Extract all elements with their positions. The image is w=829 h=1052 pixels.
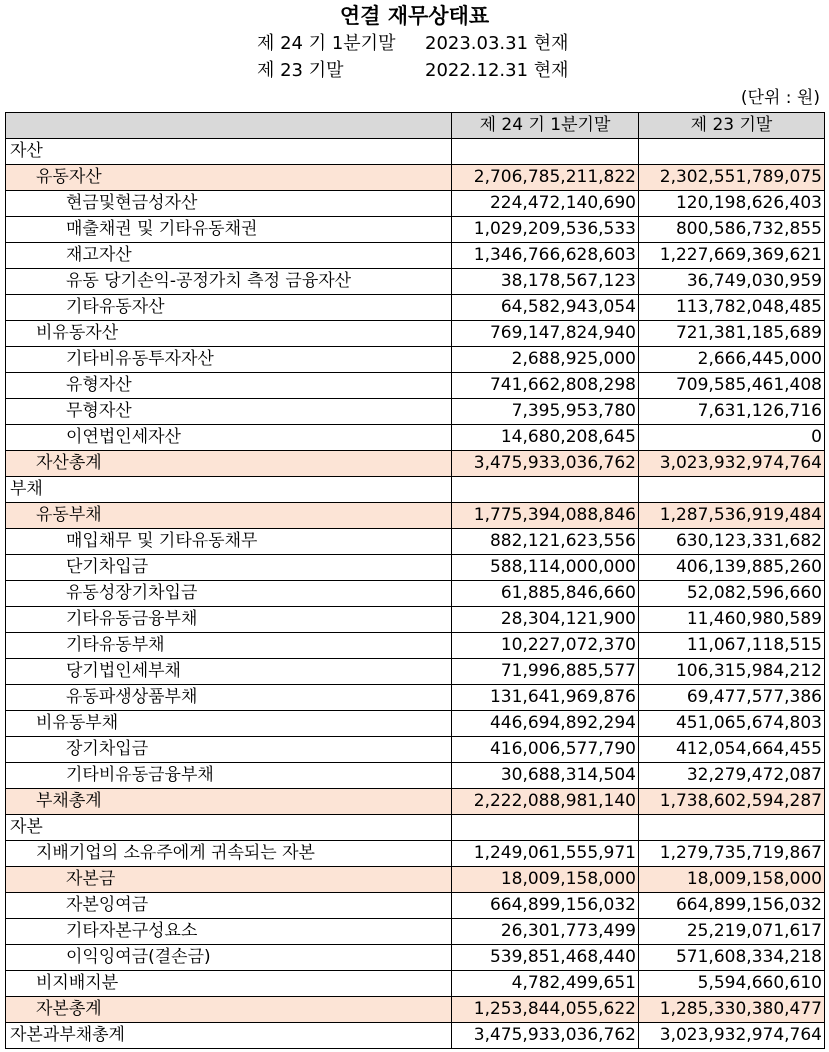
prior-period-amount: 3,023,932,974,764 [639,1023,825,1049]
current-period-amount: 28,304,121,900 [452,607,639,633]
table-row [6,711,825,737]
account-name: 유동성장기차입금 [6,581,452,607]
table-row [6,659,825,685]
account-name: 자본총계 [6,997,452,1023]
prior-period-amount: 0 [639,425,825,451]
prior-period-amount: 630,123,331,682 [639,529,825,555]
prior-period-amount: 1,738,602,594,287 [639,789,825,815]
prior-period-amount: 571,608,334,218 [639,945,825,971]
prior-period-amount: 69,477,577,386 [639,685,825,711]
table-row [6,347,825,373]
current-period-amount: 64,582,943,054 [452,295,639,321]
table-row [6,971,825,997]
account-name: 무형자산 [6,399,452,425]
table-row [6,529,825,555]
account-name: 비유동부채 [6,711,452,737]
prior-period-amount: 709,585,461,408 [639,373,825,399]
account-name: 기타유동금융부채 [6,607,452,633]
account-name: 매입채무 및 기타유동채무 [6,529,452,555]
table-row [6,607,825,633]
prior-period-amount: 106,315,984,212 [639,659,825,685]
account-name: 부채 [6,477,452,503]
account-name: 유동파생상품부채 [6,685,452,711]
prior-period-amount [639,139,825,165]
table-row [6,295,825,321]
prior-period-amount: 664,899,156,032 [639,893,825,919]
account-name: 비유동자산 [6,321,452,347]
current-period-amount: 1,775,394,088,846 [452,503,639,529]
prior-period-label: 제 23 기말 [257,60,344,81]
current-period-amount: 769,147,824,940 [452,321,639,347]
prior-period-date: 2022.12.31 현재 [425,60,569,81]
prior-period-amount: 36,749,030,959 [639,269,825,295]
table-row [6,503,825,529]
table-row [6,165,825,191]
table-header-row [6,113,825,139]
current-period-amount: 61,885,846,660 [452,581,639,607]
table-row [6,945,825,971]
account-name: 자산 [6,139,452,165]
current-period-label: 제 24 기 1분기말 [257,33,396,54]
table-row [6,555,825,581]
prior-period-amount: 406,139,885,260 [639,555,825,581]
prior-period-amount: 52,082,596,660 [639,581,825,607]
prior-period-amount: 5,594,660,610 [639,971,825,997]
current-period-amount: 224,472,140,690 [452,191,639,217]
prior-period-amount: 1,279,735,719,867 [639,841,825,867]
table-row [6,581,825,607]
current-period-amount: 1,029,209,536,533 [452,217,639,243]
current-period-amount: 71,996,885,577 [452,659,639,685]
table-row [6,191,825,217]
account-name: 자본 [6,815,452,841]
current-period-amount [452,139,639,165]
table-row [6,841,825,867]
current-period-amount: 38,178,567,123 [452,269,639,295]
prior-period-amount: 451,065,674,803 [639,711,825,737]
prior-period-amount: 2,666,445,000 [639,347,825,373]
account-name: 부채총계 [6,789,452,815]
table-row [6,399,825,425]
table-row [6,893,825,919]
prior-period-amount: 11,460,980,589 [639,607,825,633]
prior-period-amount: 3,023,932,974,764 [639,451,825,477]
header-current-period: 제 24 기 1분기말 [452,113,639,139]
prior-period-amount: 721,381,185,689 [639,321,825,347]
prior-period-amount: 18,009,158,000 [639,867,825,893]
account-name: 비지배지분 [6,971,452,997]
current-period-amount: 3,475,933,036,762 [452,1023,639,1049]
prior-period-amount [639,477,825,503]
account-name: 자산총계 [6,451,452,477]
header-account [6,113,452,139]
current-period-amount: 4,782,499,651 [452,971,639,997]
current-period-date: 2023.03.31 현재 [425,33,569,54]
current-period-amount: 539,851,468,440 [452,945,639,971]
table-row [6,1023,825,1049]
prior-period-amount: 1,227,669,369,621 [639,243,825,269]
current-period-amount: 2,688,925,000 [452,347,639,373]
account-name: 단기차입금 [6,555,452,581]
table-row [6,633,825,659]
prior-period-amount: 11,067,118,515 [639,633,825,659]
table-row [6,477,825,503]
account-name: 당기법인세부채 [6,659,452,685]
table-row [6,867,825,893]
prior-period-amount: 800,586,732,855 [639,217,825,243]
current-period-amount: 10,227,072,370 [452,633,639,659]
table-row [6,763,825,789]
current-period-amount: 1,249,061,555,971 [452,841,639,867]
table-row [6,269,825,295]
current-period-amount: 2,222,088,981,140 [452,789,639,815]
account-name: 현금및현금성자산 [6,191,452,217]
prior-period-amount: 7,631,126,716 [639,399,825,425]
current-period-amount: 18,009,158,000 [452,867,639,893]
current-period-amount: 131,641,969,876 [452,685,639,711]
account-name: 유동자산 [6,165,452,191]
prior-period-amount: 1,287,536,919,484 [639,503,825,529]
account-name: 자본과부채총계 [6,1023,452,1049]
current-period-amount: 26,301,773,499 [452,919,639,945]
prior-period-amount: 25,219,071,617 [639,919,825,945]
current-period-amount: 664,899,156,032 [452,893,639,919]
account-name: 유동 당기손익-공정가치 측정 금융자산 [6,269,452,295]
current-period-amount: 882,121,623,556 [452,529,639,555]
current-period-amount: 588,114,000,000 [452,555,639,581]
table-row [6,789,825,815]
current-period-amount: 416,006,577,790 [452,737,639,763]
balance-sheet-table [5,112,825,1049]
account-name: 기타비유동투자자산 [6,347,452,373]
account-name: 기타자본구성요소 [6,919,452,945]
table-row [6,737,825,763]
account-name: 이익잉여금(결손금) [6,945,452,971]
table-row [6,139,825,165]
table-row [6,425,825,451]
prior-period-amount: 32,279,472,087 [639,763,825,789]
current-period-amount: 2,706,785,211,822 [452,165,639,191]
current-period-amount: 1,346,766,628,603 [452,243,639,269]
account-name: 자본잉여금 [6,893,452,919]
table-row [6,815,825,841]
current-period-amount: 3,475,933,036,762 [452,451,639,477]
table-body [6,139,825,1049]
document-title: 연결 재무상태표 [339,4,490,28]
current-period-amount: 446,694,892,294 [452,711,639,737]
account-name: 지배기업의 소유주에게 귀속되는 자본 [6,841,452,867]
account-name: 기타유동부채 [6,633,452,659]
current-period-amount: 7,395,953,780 [452,399,639,425]
account-name: 유형자산 [6,373,452,399]
prior-period-amount: 1,285,330,380,477 [639,997,825,1023]
table-row [6,997,825,1023]
current-period-amount [452,477,639,503]
table-row [6,451,825,477]
table-row [6,243,825,269]
current-period-amount [452,815,639,841]
prior-period-amount: 2,302,551,789,075 [639,165,825,191]
current-period-amount: 30,688,314,504 [452,763,639,789]
account-name: 기타비유동금융부채 [6,763,452,789]
table-row [6,685,825,711]
account-name: 장기차입금 [6,737,452,763]
account-name: 기타유동자산 [6,295,452,321]
header-prior-period: 제 23 기말 [639,113,825,139]
table-row [6,321,825,347]
unit-label: (단위 : 원) [740,88,820,108]
account-name: 이연법인세자산 [6,425,452,451]
account-name: 유동부채 [6,503,452,529]
prior-period-amount [639,815,825,841]
current-period-amount: 1,253,844,055,622 [452,997,639,1023]
prior-period-amount: 120,198,626,403 [639,191,825,217]
account-name: 매출채권 및 기타유동채권 [6,217,452,243]
prior-period-amount: 412,054,664,455 [639,737,825,763]
table-row [6,919,825,945]
table-row [6,217,825,243]
prior-period-amount: 113,782,048,485 [639,295,825,321]
account-name: 재고자산 [6,243,452,269]
account-name: 자본금 [6,867,452,893]
table-row [6,373,825,399]
current-period-amount: 14,680,208,645 [452,425,639,451]
current-period-amount: 741,662,808,298 [452,373,639,399]
